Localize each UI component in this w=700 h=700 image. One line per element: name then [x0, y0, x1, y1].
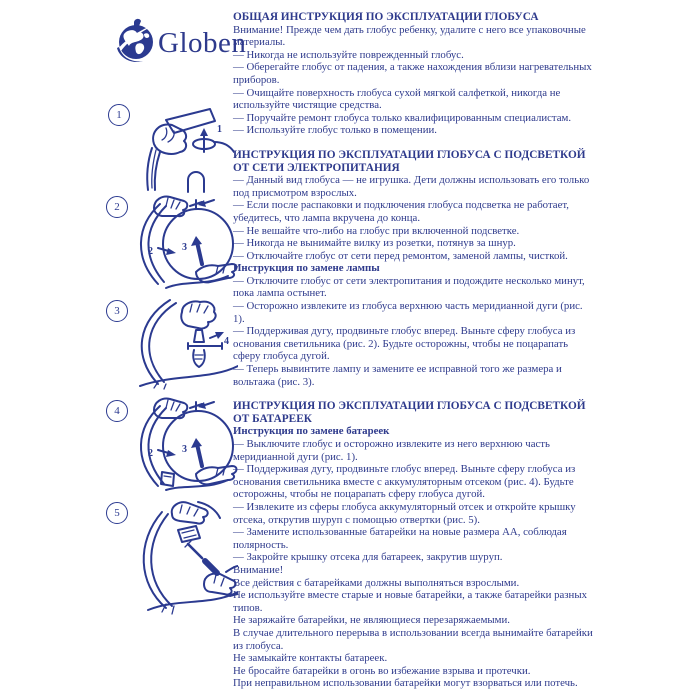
figure-2-number-badge: 2	[106, 196, 128, 218]
figure-5-open-battery-compartment	[104, 496, 238, 622]
brand-logo	[112, 16, 246, 71]
sub-heading: Инструкция по замене лампы	[233, 262, 380, 275]
svg-text:2: 2	[148, 246, 153, 257]
paragraph: — Осторожно извлеките из глобуса верхнюю часть меридианной дуги (рис. 1).	[233, 300, 583, 325]
paragraph: Не заряжайте батарейки, не являющиеся перезаряжаемыми.	[233, 614, 510, 627]
paragraph: — Если после распаковки и подключения глобуса подсветка не работает, убедитесь, что лампа вкручена до конца.	[233, 199, 569, 224]
paragraph: — Поручайте ремонт глобуса только квалифицированным специалистам.	[233, 111, 572, 124]
paragraph: В случае длительного перерыва в использовании всегда вынимайте батарейки из глобуса.	[233, 626, 593, 652]
paragraph: Внимание!	[233, 563, 284, 576]
paragraph: — Закройте крышку отсека для батареек, закрутив шуруп.	[233, 551, 503, 564]
paragraph: — Никогда не используйте поврежденный глобус.	[233, 48, 464, 61]
figure-1-number-badge: 1	[108, 104, 130, 126]
svg-text:1: 1	[217, 124, 222, 135]
paragraph: Не бросайте батарейки в огонь во избежание взрыва и протечки.	[233, 664, 531, 677]
paragraph: — Очищайте поверхность глобуса сухой мягкой салфеткой, никогда не используйте чистящие средства.	[233, 86, 561, 112]
paragraph: — Поддерживая дугу, продвиньте глобус вперед. Выньте сферу глобуса из основания светильника (рис. 2). Будьте осторожны, чтобы не поцарапать сферу глобуса дугой.	[233, 325, 576, 363]
globe-logo-icon	[112, 16, 162, 71]
figure-5-sketch-icon	[118, 496, 238, 622]
paragraph: Все действия с батарейками должны выполняться взрослыми.	[233, 576, 520, 589]
svg-text:3: 3	[182, 444, 187, 455]
section-heading: ИНСТРУКЦИЯ ПО ЭКСПЛУАТАЦИИ ГЛОБУСА С ПОДСВЕТКОЙ ОТ БАТАРЕЕК	[233, 400, 586, 425]
figure-4-sketch-icon	[118, 394, 238, 496]
section-heading: ИНСТРУКЦИЯ ПО ЭКСПЛУАТАЦИИ ГЛОБУСА С ПОДСВЕТКОЙ ОТ СЕТИ ЭЛЕКТРОПИТАНИЯ	[233, 148, 586, 174]
paragraph: — Данный вид глобуса — не игрушка. Дети должны использовать его только под присмотром взрослых.	[233, 174, 590, 199]
figure-2-sketch-icon	[118, 192, 238, 294]
figure-1-sketch-icon	[120, 96, 234, 196]
figure-5-number-badge: 5	[106, 502, 128, 524]
paragraph: — Не вешайте что-либо на глобус при включенной подсветке.	[233, 224, 520, 237]
paragraph: — Поддерживая дугу, продвиньте глобус вперед. Выньте сферу глобуса из основания светильника вместе с аккумуляторным отсеком (рис. 4). Будьте осторожны, чтобы не поцарапать сферу глобуса дугой.	[233, 463, 576, 501]
paragraph: При неправильном использовании батарейки могут взорваться или потечь.	[233, 677, 578, 690]
paragraph: — Выключите глобус и осторожно извлеките из него верхнюю часть меридианной дуги (рис. 1).	[233, 438, 550, 463]
svg-text:2: 2	[148, 448, 153, 459]
instructions-column	[233, 11, 593, 690]
figure-1-remove-arc-top	[106, 96, 234, 196]
paragraph: Не используйте вместе старые и новые батарейки, а также батарейки разных типов.	[233, 589, 587, 614]
figure-2-slide-sphere-out	[104, 192, 238, 294]
sub-heading: Инструкция по замене батареек	[233, 425, 390, 438]
paragraph: — Замените использованные батарейки на новые размера АА, соблюдая полярность.	[233, 526, 567, 551]
figure-4-slide-sphere-with-battery-box	[104, 394, 238, 496]
paragraph: — Используйте глобус только в помещении.	[233, 124, 437, 137]
paragraph: — Отключите глобус от сети электропитания и подождите несколько минут, пока лампа остынет.	[233, 274, 585, 300]
paragraph: — Оберегайте глобус от падения, а также нахождения вблизи нагревательных приборов.	[233, 61, 592, 86]
paragraph: Не замыкайте контакты батареек.	[233, 652, 388, 665]
paragraph: Внимание! Прежде чем дать глобус ребенку, удалите с него все упаковочные материалы.	[233, 23, 586, 49]
figure-3-number-badge: 3	[106, 300, 128, 322]
brand-name: Globen	[158, 27, 247, 59]
figure-4-number-badge: 4	[106, 400, 128, 422]
paragraph: — Никогда не вынимайте вилку из розетки, потянув за шнур.	[233, 237, 516, 250]
figure-3-sketch-icon	[118, 294, 238, 390]
section-heading: ОБЩАЯ ИНСТРУКЦИЯ ПО ЭКСПЛУАТАЦИИ ГЛОБУСА	[233, 11, 539, 23]
figure-3-replace-lamp	[104, 294, 238, 390]
svg-text:4: 4	[224, 336, 229, 347]
paragraph: — Отключайте глобус от сети перед ремонтом, заменой лампы, чисткой.	[233, 249, 568, 262]
paragraph: — Теперь вывинтите лампу и замените ее исправной того же размера и вольтажа (рис. 3).	[233, 363, 562, 388]
paragraph: — Извлеките из сферы глобуса аккумуляторный отсек и откройте крышку отсека, открутив шуруп с помощью отвертки (рис. 5).	[233, 500, 576, 526]
svg-text:3: 3	[182, 242, 187, 253]
